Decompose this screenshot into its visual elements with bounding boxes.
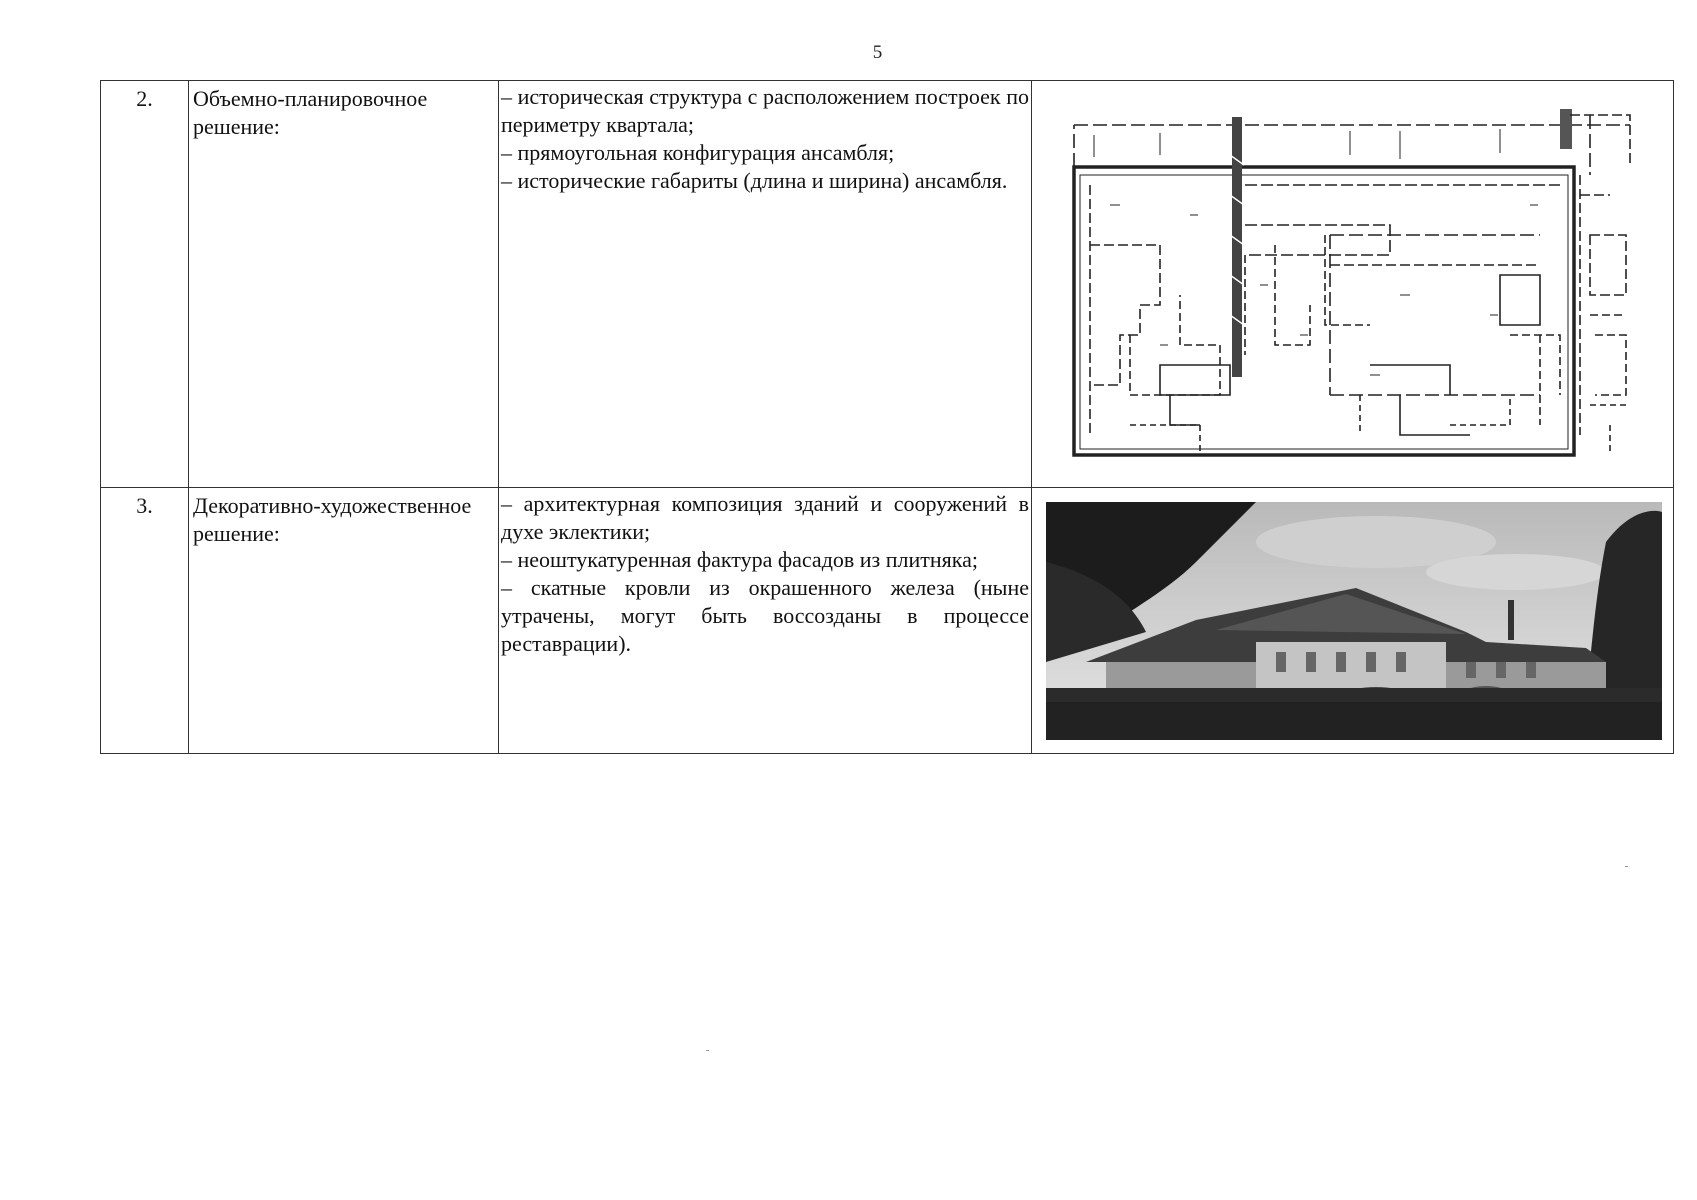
site-plan-drawing [1070,95,1650,465]
building-photo [1046,502,1662,740]
scan-speck [706,1050,709,1051]
feature-name: Объемно-планировочное решение: [189,81,499,488]
feature-description [499,488,1032,754]
page-number: 5 [872,42,883,63]
feature-item: – архитектурная композиция зданий и сооружений в духе эклектики; [501,491,1029,544]
feature-description [499,81,1032,488]
row-number: 2. [101,81,189,488]
feature-item: – исторические габариты (длина и ширина) ансамбля. [501,168,1008,193]
feature-item: – прямоугольная конфигурация ансамбля; [501,140,895,165]
site-plan-cell [1032,81,1674,488]
table-row [101,488,1674,754]
table-row [101,81,1674,488]
feature-item: – историческая структура с расположением построек по периметру квартала; [501,84,1029,137]
feature-name: Декоративно-художественное решение: [189,488,499,754]
protected-features-table [100,80,1674,754]
feature-item: – неоштукатуренная фактура фасадов из плитняка; [501,547,979,572]
building-photo-cell [1032,488,1674,754]
scan-speck [1625,866,1628,867]
feature-item: – скатные кровли из окрашенного железа (ныне утрачены, могут быть воссозданы в процессе реставрации). [501,575,1029,656]
row-number: 3. [101,488,189,754]
